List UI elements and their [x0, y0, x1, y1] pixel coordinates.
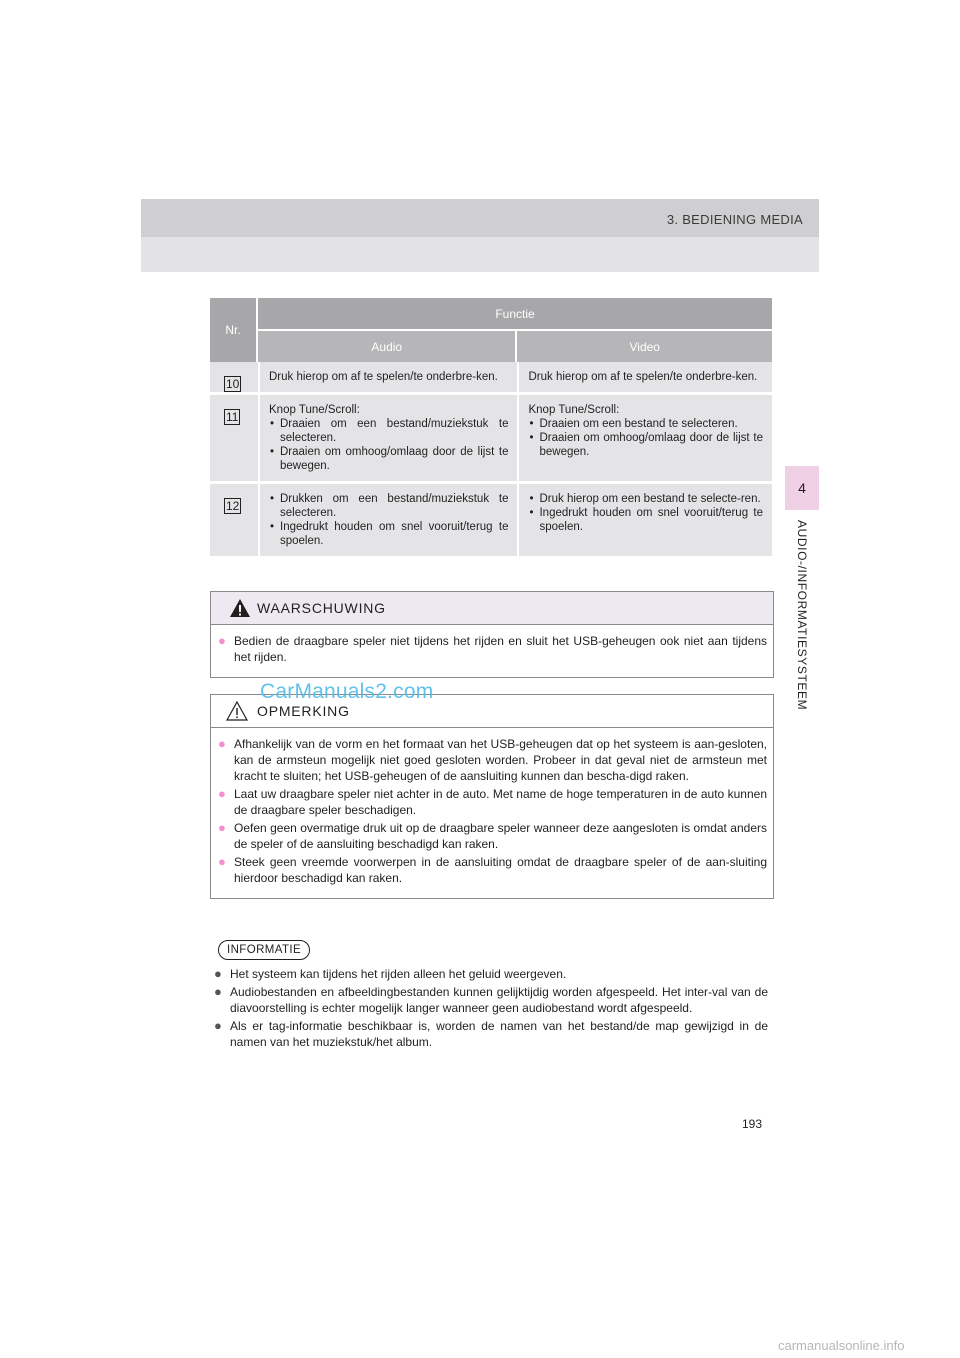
caution-icon — [226, 701, 248, 721]
row-number-cell — [210, 362, 258, 392]
list-item — [217, 736, 767, 784]
video-lead-text: Knop Tune/Scroll: — [528, 404, 620, 416]
notice-title: OPMERKING — [257, 703, 350, 719]
video-bullet-list — [528, 417, 763, 459]
bullet-icon: ● — [214, 966, 222, 981]
warning-title: WAARSCHUWING — [257, 600, 386, 616]
header-band — [141, 199, 819, 237]
list-item — [213, 1018, 768, 1050]
col-nr-header: Nr. — [210, 298, 258, 362]
audio-lead-text: Knop Tune/Scroll: — [269, 404, 360, 416]
video-cell — [517, 481, 772, 556]
table-row — [210, 362, 772, 392]
audio-cell — [258, 362, 517, 392]
audio-lead-text: Druk hierop om af te spelen/te onderbre-ken. — [269, 371, 498, 383]
chapter-tab: 4 — [785, 466, 819, 510]
col-video-header: Video — [517, 329, 772, 362]
video-cell — [517, 392, 772, 481]
row-number: 12 — [226, 499, 240, 513]
warning-box — [210, 591, 774, 678]
col-audio-header: Audio — [258, 329, 517, 362]
notice-box — [210, 694, 774, 899]
footer-watermark: carmanualsonline.info — [778, 1338, 905, 1353]
warning-icon — [229, 598, 251, 618]
list-item — [213, 984, 768, 1016]
item-text: Als er tag-informatie beschikbaar is, worden de namen van het bestand/de map gewijzigd in de namen van het muziekstuk/het album. — [230, 1019, 768, 1049]
list-item: • Drukken om een bestand/muziekstuk te selecteren. — [269, 492, 508, 520]
bullet-icon: ● — [214, 984, 222, 999]
video-lead-text: Druk hierop om af te spelen/te onderbre-ken. — [528, 371, 758, 383]
audio-cell — [258, 481, 517, 556]
bullet-icon: ● — [218, 633, 226, 648]
list-item: • Draaien om omhoog/omlaag door de lijst te bewegen. — [528, 431, 763, 459]
audio-cell — [258, 392, 517, 481]
table-body — [210, 362, 772, 556]
list-item: • Draaien om een bestand/muziekstuk te selecteren. — [269, 417, 508, 445]
list-item — [213, 966, 768, 982]
section-title: 3. BEDIENING MEDIA — [666, 212, 803, 227]
item-text: Het systeem kan tijdens het rijden alleen het geluid weergeven. — [230, 967, 567, 981]
video-bullet-list — [528, 492, 763, 534]
item-text: Laat uw draagbare speler niet achter in de auto. Met name de hoge temperaturen in de auto kunnen de draagbare speler beschadigen. — [234, 787, 767, 817]
item-text: Audiobestanden en afbeeldingbestanden kunnen gelijktijdig worden afgespeeld. Het inter-val van de diavoorstelling is echter mogelijk langer wanneer geen audiobestand wordt afgespeeld. — [230, 985, 768, 1015]
table-row — [210, 481, 772, 556]
list-item: • Draaien om omhoog/omlaag door de lijst te bewegen. — [269, 445, 508, 473]
bullet-icon: ● — [218, 820, 226, 835]
header-sub-band — [141, 237, 819, 272]
item-text: Steek geen vreemde voorwerpen in de aansluiting omdat de draagbare speler of de aan-sluiting hierdoor beschadigd kan raken. — [234, 855, 767, 885]
list-item: • Draaien om een bestand te selecteren. — [528, 417, 763, 431]
list-item: • Ingedrukt houden om snel vooruit/terug te spoelen. — [269, 520, 508, 548]
watermark: CarManuals2.com — [260, 680, 434, 703]
list-item — [217, 786, 767, 818]
list-item — [217, 633, 767, 665]
warning-body — [211, 625, 773, 677]
bullet-icon: ● — [218, 854, 226, 869]
function-table — [210, 298, 772, 556]
list-item: • Druk hierop om een bestand te selecte-ren. — [528, 492, 763, 506]
list-item — [217, 820, 767, 852]
audio-bullet-list — [269, 492, 508, 548]
item-text: Afhankelijk van de vorm en het formaat van het USB-geheugen dat op het systeem is aan-gesloten, kan de armsteun mogelijk niet goed gesloten worden. Probeer in dat geval niet de armsteun met kracht te sluiten; het USB-geheugen of de aansluiting kunnen dan bescha-digd raken. — [234, 737, 767, 783]
row-number: 11 — [226, 410, 239, 424]
video-cell — [517, 362, 772, 392]
list-item: • Ingedrukt houden om snel vooruit/terug te spoelen. — [528, 506, 763, 534]
info-label: INFORMATIE — [218, 940, 310, 960]
bullet-icon: ● — [214, 1018, 222, 1033]
table-row — [210, 392, 772, 481]
row-number-cell — [210, 481, 258, 556]
row-number-cell — [210, 392, 258, 481]
col-functie-header: Functie — [258, 298, 772, 329]
audio-bullet-list — [269, 417, 508, 473]
page-number: 193 — [742, 1117, 763, 1131]
chapter-label: AUDIO-/INFORMATIESYSTEEM — [795, 520, 809, 711]
notice-body — [211, 728, 773, 898]
item-text: Bedien de draagbare speler niet tijdens het rijden en sluit het USB-geheugen ook niet aan tijdens het rijden. — [234, 634, 767, 664]
item-text: Oefen geen overmatige druk uit op de draagbare speler wanneer deze aangesloten is omdat anders de speler of de aansluiting beschadigd kan raken. — [234, 821, 767, 851]
row-number: 10 — [226, 377, 240, 391]
warning-header — [211, 592, 773, 625]
list-item — [217, 854, 767, 886]
info-body — [213, 966, 768, 1052]
bullet-icon: ● — [218, 786, 226, 801]
bullet-icon: ● — [218, 736, 226, 751]
